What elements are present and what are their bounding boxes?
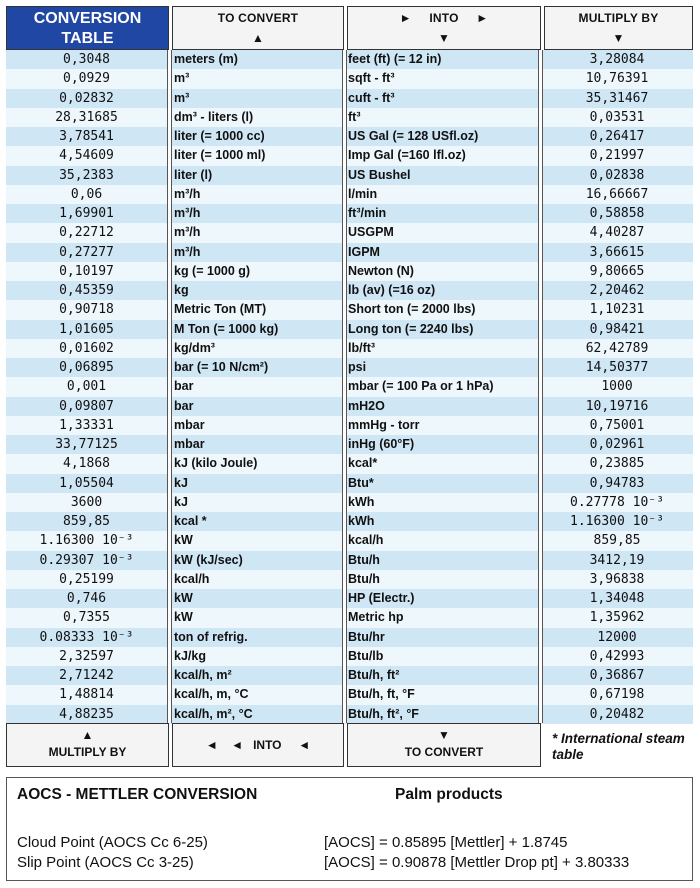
multiplier-left-cell: 1,69901: [59, 206, 114, 221]
table-row: [6, 281, 693, 300]
conversion-table: [6, 6, 693, 767]
multiplier-left-cell: 0,06895: [59, 360, 114, 375]
multiplier-left-cell: 4,1868: [63, 456, 110, 472]
multiplier-right-cell: 0,03531: [589, 109, 645, 125]
table-row: [6, 185, 693, 204]
unit-to-cell: Long ton (= 2240 lbs): [348, 321, 474, 336]
unit-to-cell: USGPM: [348, 225, 394, 240]
multiplier-right-cell: 3412,19: [589, 552, 645, 568]
table-row: [6, 89, 693, 108]
unit-from-cell: kg: [174, 283, 189, 297]
multiplier-right-cell: 10,19716: [585, 398, 649, 414]
unit-from-cell: ton of refrig.: [174, 629, 248, 644]
unit-from-cell: kW (kJ/sec): [174, 552, 243, 567]
unit-to-cell: Btu*: [348, 475, 374, 490]
multiplier-right-cell: 0,20482: [589, 706, 645, 722]
table-row: [6, 358, 693, 377]
multiplier-left-cell: 0,10197: [59, 263, 114, 279]
header-multiply-by: [544, 6, 693, 50]
table-row: [6, 589, 693, 608]
unit-to-cell: kWh: [348, 514, 375, 528]
aocs-mettler-box: [6, 777, 693, 881]
table-row: [6, 647, 693, 666]
unit-to-cell: kcal*: [348, 456, 378, 471]
unit-to-cell: Btu/hr: [348, 629, 385, 644]
unit-from-cell: m³/h: [174, 186, 201, 201]
unit-from-cell: bar: [174, 398, 194, 413]
multiplier-right-cell: 14,50377: [585, 360, 649, 375]
unit-from-cell: liter (= 1000 cc): [174, 129, 265, 143]
multiplier-left-cell: 0.29307 10⁻³: [39, 552, 134, 568]
multiplier-left-cell: 0,27277: [59, 244, 114, 260]
unit-to-cell: Newton (N): [348, 263, 414, 278]
table-row: [6, 474, 693, 493]
unit-to-cell: mH2O: [348, 398, 385, 413]
unit-from-cell: kJ: [174, 475, 188, 490]
unit-from-cell: m³/h: [174, 225, 201, 240]
multiplier-left-cell: 0,90718: [59, 302, 114, 318]
multiplier-left-cell: 0,06: [70, 186, 103, 202]
aocs-line-label: Cloud Point (AOCS Cc 6-25): [17, 834, 208, 851]
table-row: [6, 531, 693, 550]
multiplier-right-cell: 0,67198: [589, 687, 645, 703]
aocs-line-label: Slip Point (AOCS Cc 3-25): [17, 854, 194, 871]
table-row: [6, 127, 693, 146]
aocs-title: AOCS - METTLER CONVERSION: [17, 786, 258, 803]
unit-to-cell: HP (Electr.): [348, 591, 415, 605]
table-row: [6, 570, 693, 589]
multiplier-right-cell: 9,80665: [589, 263, 645, 279]
table-row: [6, 454, 693, 473]
unit-from-cell: mbar: [174, 437, 205, 451]
multiplier-right-cell: 3,96838: [589, 571, 645, 587]
table-title-line2: TABLE: [61, 30, 114, 47]
table-row: [6, 204, 693, 223]
unit-from-cell: dm³ - liters (l): [174, 109, 254, 124]
unit-to-cell: l/min: [348, 186, 378, 201]
unit-from-cell: liter (l): [174, 167, 213, 182]
multiplier-left-cell: 2,71242: [59, 668, 114, 683]
table-row: [6, 608, 693, 627]
header-into: [347, 6, 541, 50]
table-row: [6, 146, 693, 165]
multiplier-left-cell: 0,3048: [63, 52, 110, 67]
table-row: [6, 166, 693, 185]
multiplier-left-cell: 0,09807: [59, 398, 114, 414]
arrow-left-icon: ◄: [298, 738, 311, 752]
multiplier-left-cell: 0,22712: [59, 225, 114, 241]
unit-from-cell: m³/h: [174, 244, 201, 259]
unit-to-cell: inHg (60°F): [348, 437, 415, 451]
unit-to-cell: Btu/h, ft², °F: [348, 706, 419, 721]
table-row: [6, 243, 693, 262]
unit-from-cell: kcal/h, m²: [174, 668, 232, 682]
multiplier-left-cell: 0,001: [66, 379, 107, 395]
multiplier-right-cell: 2,20462: [589, 283, 645, 298]
table-row: [6, 50, 693, 69]
unit-to-cell: mmHg - torr: [348, 417, 420, 432]
multiplier-right-cell: 0,23885: [589, 456, 645, 472]
unit-to-cell: cuft - ft³: [348, 90, 395, 105]
unit-from-cell: kW: [174, 533, 193, 548]
multiplier-left-cell: 1,33331: [59, 417, 114, 433]
unit-to-cell: Btu/h: [348, 571, 380, 586]
arrow-left-icon: ◄: [205, 738, 218, 752]
unit-to-cell: sqft - ft³: [348, 71, 395, 86]
footer-into: [172, 723, 344, 767]
multiplier-right-cell: 10,76391: [585, 71, 649, 87]
table-row: [6, 628, 693, 647]
table-row: [6, 666, 693, 685]
multiplier-right-cell: 0,26417: [589, 129, 645, 144]
unit-from-cell: kW: [174, 591, 193, 605]
arrow-right-icon: ►: [399, 11, 412, 25]
multiplier-right-cell: 0.27778 10⁻³: [570, 494, 664, 510]
multiplier-right-cell: 62,42789: [585, 340, 649, 356]
multiplier-left-cell: 2,32597: [59, 648, 114, 664]
multiplier-left-cell: 1.16300 10⁻³: [39, 533, 134, 549]
table-row: [6, 685, 693, 704]
unit-from-cell: kcal/h, m², °C: [174, 706, 253, 721]
arrow-up-icon: ▲: [252, 31, 264, 45]
multiplier-left-cell: 0,02832: [59, 90, 114, 106]
unit-from-cell: kg (= 1000 g): [174, 263, 251, 278]
multiplier-right-cell: 0,36867: [589, 668, 645, 683]
unit-from-cell: m³: [174, 71, 190, 86]
arrow-left-icon: ◄: [231, 738, 244, 752]
unit-from-cell: kcal/h: [174, 571, 210, 586]
table-row: [6, 512, 693, 531]
arrow-right-icon: ►: [476, 11, 489, 25]
aocs-line-formula: [AOCS] = 0.90878 [Mettler Drop pt] + 3.80333: [324, 854, 630, 871]
multiplier-right-cell: 1,34048: [589, 591, 645, 606]
unit-to-cell: Btu/lb: [348, 648, 384, 663]
multiplier-left-cell: 0,45359: [59, 283, 114, 298]
multiplier-right-cell: 12000: [597, 629, 637, 645]
multiplier-left-cell: 0.08333 10⁻³: [39, 629, 134, 645]
table-row: [6, 262, 693, 281]
table-row: [6, 69, 693, 88]
multiplier-left-cell: 3,78541: [59, 129, 114, 144]
header-multiply-by-label: MULTIPLY BY: [578, 11, 659, 25]
unit-from-cell: kcal/h, m, °C: [174, 687, 249, 702]
multiplier-left-cell: 33,77125: [55, 437, 118, 452]
multiplier-right-cell: 0,21997: [589, 148, 645, 164]
multiplier-right-cell: 4,40287: [589, 225, 645, 241]
unit-to-cell: Metric hp: [348, 610, 404, 625]
unit-to-cell: lb/ft³: [348, 340, 376, 355]
unit-to-cell: Short ton (= 2000 lbs): [348, 302, 476, 317]
unit-from-cell: Metric Ton (MT): [174, 302, 267, 317]
multiplier-left-cell: 1,01605: [59, 321, 114, 337]
header-into-label: INTO: [429, 11, 459, 25]
multiplier-left-cell: 0,7355: [63, 610, 110, 626]
table-title: [6, 6, 169, 50]
aocs-subtitle: Palm products: [395, 786, 503, 803]
footer-multiply-by: [6, 723, 169, 767]
multiplier-right-cell: 35,31467: [585, 90, 649, 106]
unit-to-cell: kcal/h: [348, 533, 384, 548]
unit-from-cell: bar (= 10 N/cm²): [174, 360, 269, 374]
multiplier-right-cell: 1.16300 10⁻³: [570, 514, 664, 529]
unit-to-cell: US Gal (= 128 USfl.oz): [348, 129, 479, 143]
arrow-down-icon: ▼: [438, 728, 450, 742]
multiplier-right-cell: 1,10231: [589, 302, 645, 318]
unit-to-cell: Imp Gal (=160 lfl.oz): [348, 148, 466, 163]
unit-from-cell: kg/dm³: [174, 340, 215, 355]
multiplier-right-cell: 0,42993: [589, 648, 645, 664]
unit-to-cell: psi: [348, 360, 367, 374]
table-row: [6, 551, 693, 570]
unit-from-cell: bar: [174, 379, 194, 394]
footer-into-label: INTO: [253, 738, 282, 752]
unit-to-cell: Btu/h: [348, 552, 380, 567]
table-row: [6, 397, 693, 416]
table-row: [6, 377, 693, 396]
table-row: [6, 705, 693, 724]
multiplier-left-cell: 0,01602: [59, 340, 114, 356]
column-divider: [538, 50, 543, 723]
aocs-line-formula: [AOCS] = 0.85895 [Mettler] + 1.8745: [324, 834, 568, 851]
column-divider: [342, 50, 347, 723]
multiplier-left-cell: 1,05504: [59, 475, 114, 491]
multiplier-right-cell: 16,66667: [585, 186, 649, 202]
multiplier-right-cell: 3,28084: [589, 52, 645, 67]
unit-to-cell: feet (ft) (= 12 in): [348, 52, 442, 66]
multiplier-left-cell: 35,2383: [59, 167, 114, 183]
unit-from-cell: kJ (kilo Joule): [174, 456, 258, 471]
multiplier-right-cell: 1,35962: [589, 610, 645, 626]
arrow-down-icon: ▼: [438, 31, 450, 45]
header-to-convert: [172, 6, 344, 50]
multiplier-right-cell: 3,66615: [589, 244, 645, 260]
unit-to-cell: ft³/min: [348, 206, 387, 220]
unit-from-cell: mbar: [174, 417, 205, 432]
unit-to-cell: ft³: [348, 109, 361, 124]
table-row: [6, 416, 693, 435]
multiplier-left-cell: 859,85: [63, 514, 110, 529]
unit-from-cell: kW: [174, 610, 193, 625]
unit-to-cell: IGPM: [348, 244, 380, 259]
multiplier-left-cell: 4,54609: [59, 148, 114, 164]
table-row: [6, 108, 693, 127]
unit-from-cell: kJ: [174, 494, 188, 509]
multiplier-right-cell: 0,98421: [589, 321, 645, 337]
unit-from-cell: liter (= 1000 ml): [174, 148, 266, 163]
multiplier-left-cell: 0,746: [66, 591, 107, 606]
multiplier-left-cell: 28,31685: [55, 109, 118, 125]
table-row: [6, 435, 693, 454]
unit-to-cell: lb (av) (=16 oz): [348, 283, 436, 297]
table-row: [6, 339, 693, 358]
multiplier-left-cell: 0,25199: [59, 571, 114, 587]
unit-from-cell: kJ/kg: [174, 648, 206, 663]
unit-from-cell: meters (m): [174, 52, 238, 66]
table-row: [6, 300, 693, 319]
unit-from-cell: M Ton (= 1000 kg): [174, 321, 279, 336]
footer-to-convert-label: TO CONVERT: [404, 745, 484, 759]
footer-to-convert: [347, 723, 541, 767]
multiplier-right-cell: 0,02961: [589, 437, 645, 452]
arrow-down-icon: ▼: [612, 31, 625, 45]
column-divider: [167, 50, 172, 723]
table-row: [6, 493, 693, 512]
multiplier-right-cell: 0,94783: [589, 475, 645, 491]
unit-to-cell: kWh: [348, 494, 375, 509]
unit-to-cell: mbar (= 100 Pa or 1 hPa): [348, 379, 494, 394]
unit-to-cell: US Bushel: [348, 167, 411, 182]
unit-to-cell: Btu/h, ft, °F: [348, 687, 415, 702]
multiplier-right-cell: 0,75001: [589, 417, 645, 433]
footnote: * International steam table: [552, 731, 685, 762]
unit-to-cell: Btu/h, ft²: [348, 668, 400, 682]
multiplier-right-cell: 1000: [601, 379, 633, 395]
multiplier-right-cell: 0,02838: [589, 167, 645, 183]
header-to-convert-label: TO CONVERT: [217, 11, 299, 25]
unit-from-cell: m³/h: [174, 206, 201, 220]
footer-multiply-by-label: MULTIPLY BY: [48, 745, 127, 759]
unit-from-cell: m³: [174, 90, 190, 105]
unit-from-cell: kcal *: [174, 514, 207, 528]
arrow-up-icon: ▲: [81, 728, 94, 742]
table-row: [6, 320, 693, 339]
multiplier-left-cell: 0,0929: [63, 71, 110, 87]
table-title-line1: CONVERSION: [33, 10, 142, 27]
multiplier-left-cell: 4,88235: [59, 706, 114, 722]
multiplier-left-cell: 3600: [70, 494, 103, 510]
multiplier-right-cell: 859,85: [593, 533, 641, 549]
multiplier-right-cell: 0,58858: [589, 206, 645, 221]
table-row: [6, 223, 693, 242]
multiplier-left-cell: 1,48814: [59, 687, 114, 703]
